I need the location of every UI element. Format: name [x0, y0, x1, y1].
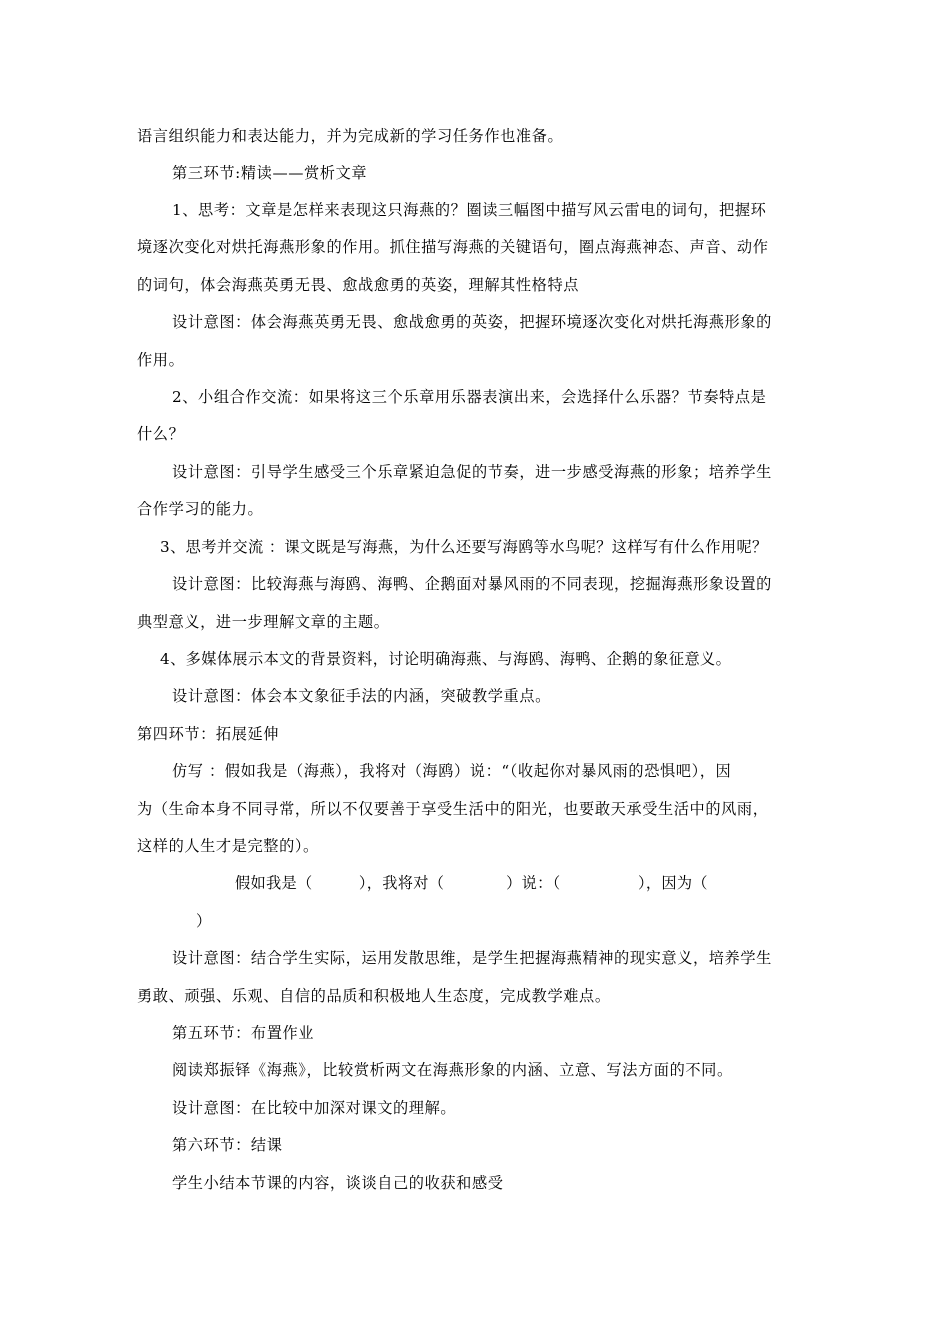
- design-intent-line: 设计意图：体会本文象征手法的内涵，突破教学重点。: [172, 687, 551, 705]
- text-line: 的词句，体会海燕英勇无畏、愈战愈勇的英姿，理解其性格特点: [137, 276, 580, 294]
- text-line: 学生小结本节课的内容，谈谈自己的收获和感受: [172, 1174, 504, 1192]
- text-line: 境逐次变化对烘托海燕形象的作用。抓住描写海燕的关键语句，圈点海燕神态、声音、动作: [137, 238, 769, 256]
- section-heading: 第五环节：布置作业: [172, 1024, 315, 1042]
- design-intent-line: 设计意图：在比较中加深对课文的理解。: [172, 1099, 457, 1117]
- text-line: 语言组织能力和表达能力，并为完成新的学习任务作也准备。: [137, 127, 564, 145]
- text-line: 为（生命本身不同寻常，所以不仅要善于享受生活中的阳光，也要敢天承受生活中的风雨，: [137, 800, 769, 818]
- design-intent-line: 设计意图：引导学生感受三个乐章紧迫急促的节奏，进一步感受海燕的形象；培养学生: [172, 463, 772, 481]
- text-line: 阅读郑振铎《海燕》，比较赏析两文在海燕形象的内涵、立意、写法方面的不同。: [172, 1061, 733, 1079]
- design-intent-line: 设计意图：体会海燕英勇无畏、愈战愈勇的英姿，把握环境逐次变化对烘托海燕形象的: [172, 313, 772, 331]
- text-line: 这样的人生才是完整的）。: [137, 837, 319, 855]
- text-line: 4、多媒体展示本文的背景资料，讨论明确海燕、与海鸥、海鸭、企鹅的象征意义。: [160, 650, 732, 668]
- design-intent-line: 设计意图：比较海燕与海鸥、海鸭、企鹅面对暴风雨的不同表现，挖掘海燕形象设置的: [172, 575, 772, 593]
- text-line: 合作学习的能力。: [137, 500, 264, 518]
- text-line: 2、小组合作交流：如果将这三个乐章用乐器表演出来，会选择什么乐器？节奏特点是: [172, 388, 767, 406]
- section-heading: 第四环节：拓展延伸: [137, 725, 280, 743]
- section-heading: 第六环节：结课: [172, 1136, 283, 1154]
- text-line: 什么？: [137, 425, 185, 443]
- text-line: 勇敢、顽强、乐观、自信的品质和积极地人生态度，完成教学难点。: [137, 987, 611, 1005]
- section-heading: 第三环节:精读——赏析文章: [172, 164, 368, 182]
- text-line: 典型意义，进一步理解文章的主题。: [137, 613, 390, 631]
- design-intent-line: 设计意图：结合学生实际，运用发散思维，是学生把握海燕精神的现实意义，培养学生: [172, 949, 772, 967]
- fill-in-template-line: 假如我是（ ），我将对（ ）说：（ ），因为（: [235, 874, 708, 892]
- text-line: 3、思考并交流 ：课文既是写海燕，为什么还要写海鸥等水鸟呢？这样写有什么作用呢？: [160, 538, 768, 556]
- text-line: 1、思考：文章是怎样来表现这只海燕的？圈读三幅图中描写风云雷电的词句，把握环: [172, 201, 767, 219]
- fill-in-template-end: ）: [196, 912, 212, 930]
- text-line: 作用。: [137, 351, 185, 369]
- text-line: 仿写 ：假如我是（海燕），我将对（海鸥）说：“（收起你对暴风雨的恐惧吧），因: [172, 762, 732, 780]
